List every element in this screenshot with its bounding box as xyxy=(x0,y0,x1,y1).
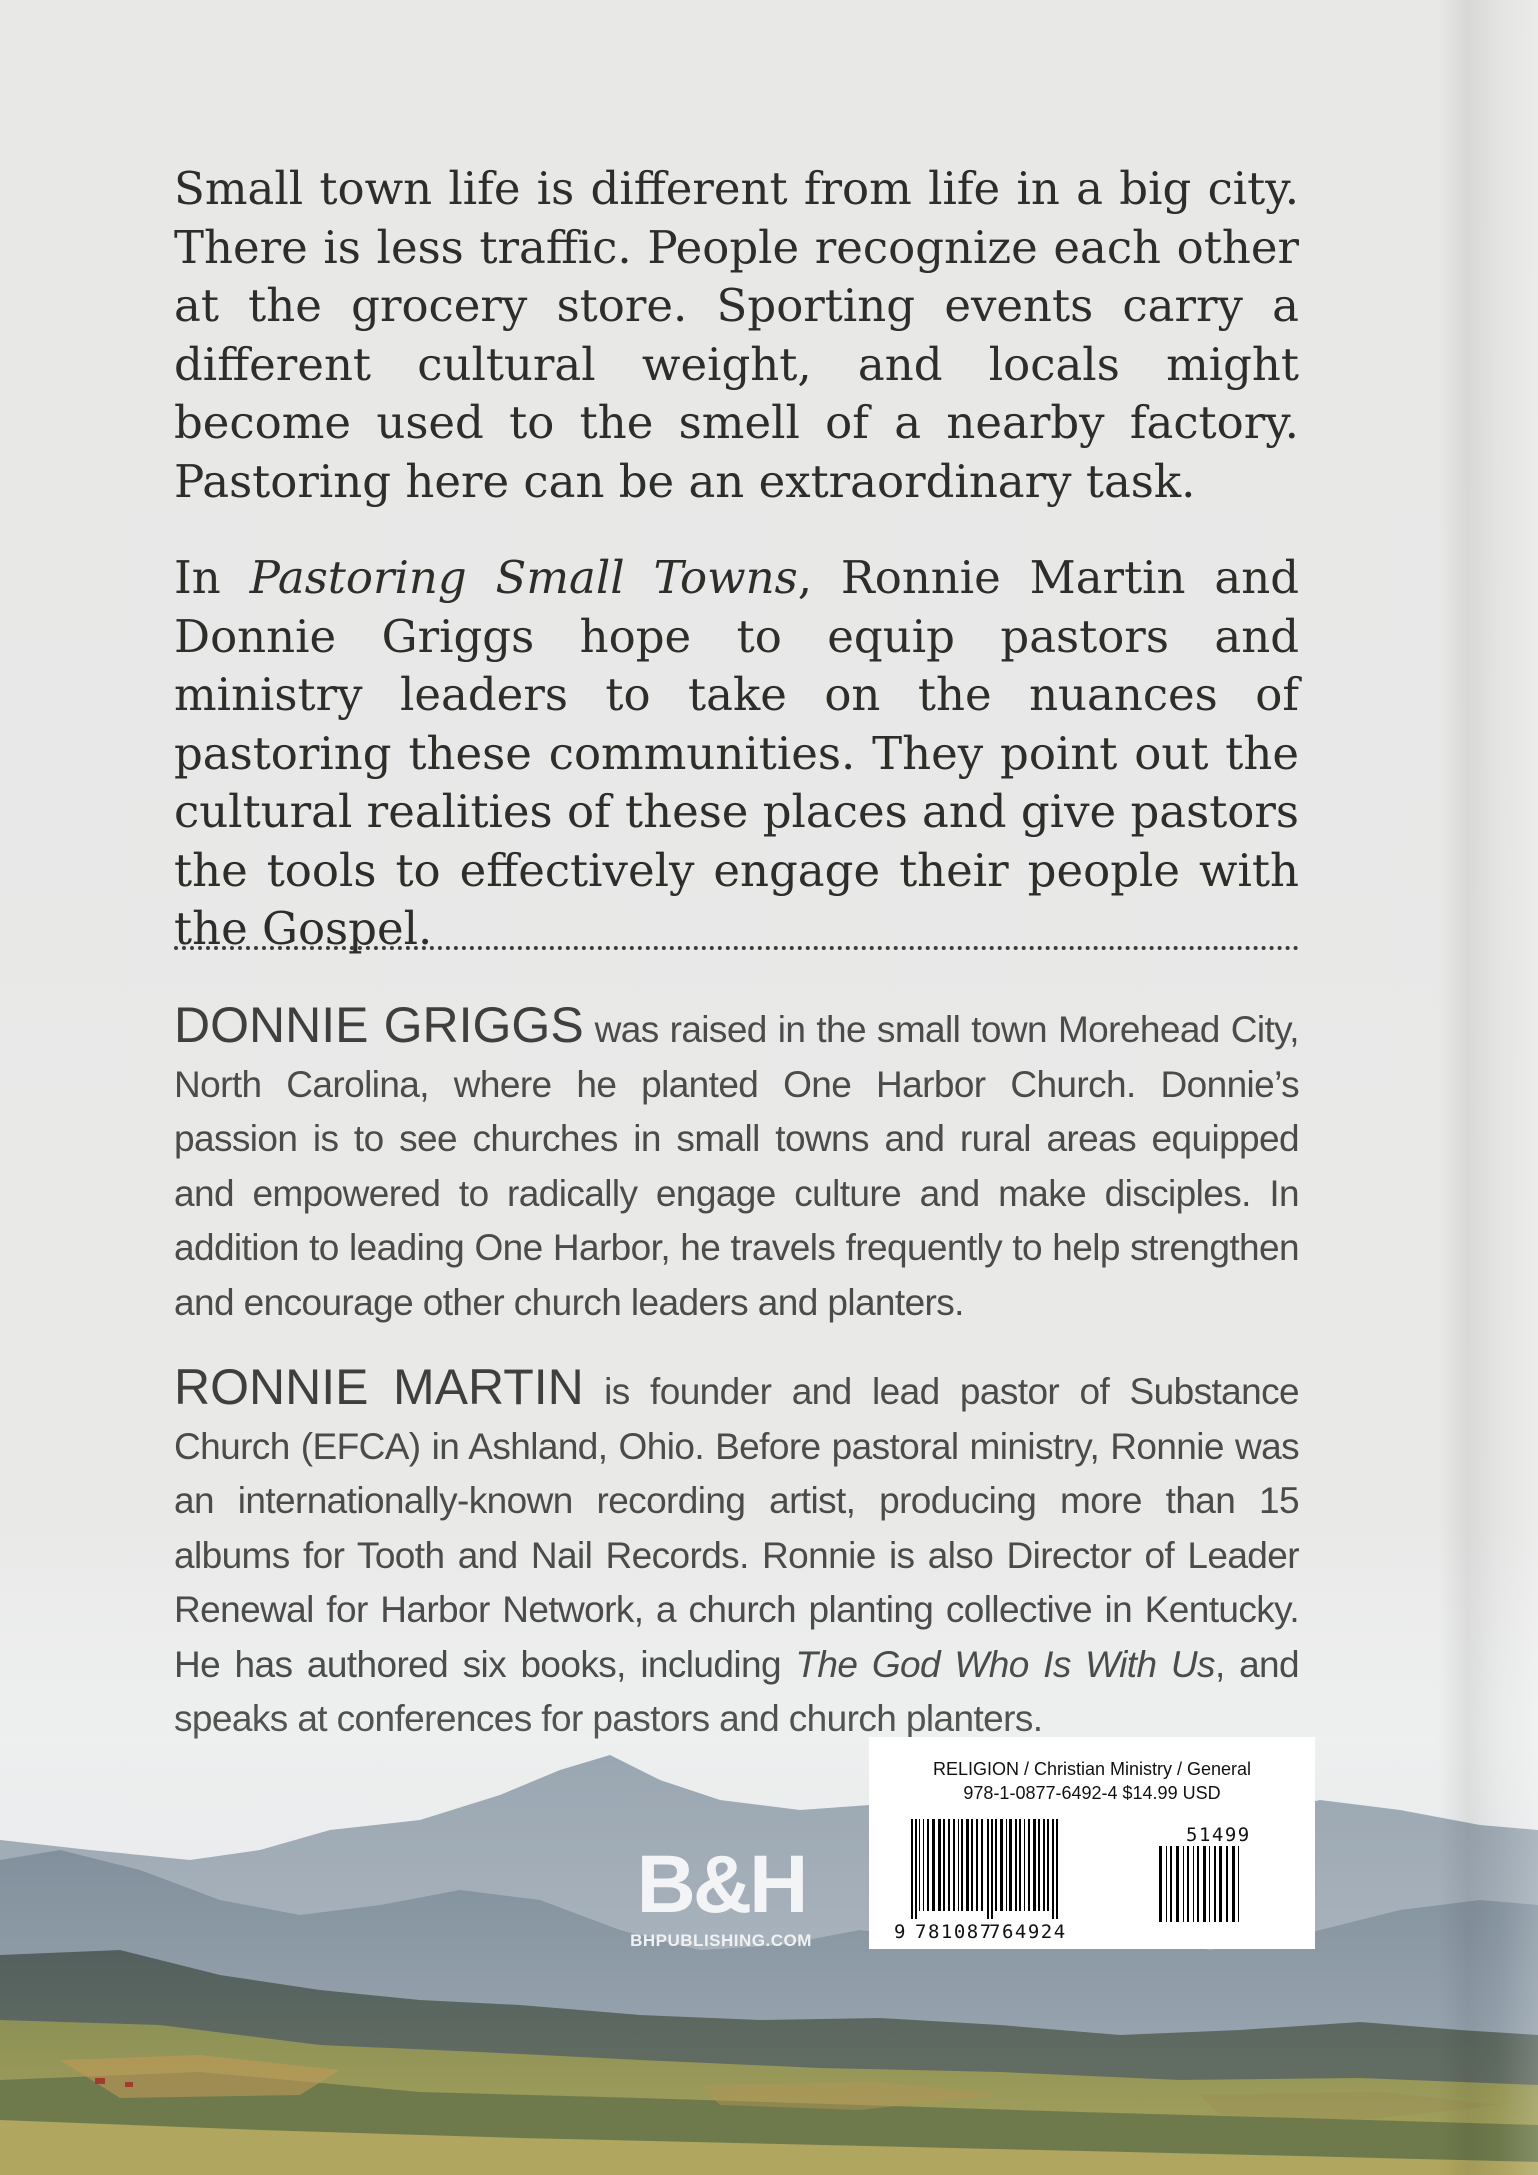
barcode-bar xyxy=(923,1819,924,1911)
barcode-bar xyxy=(1019,1819,1021,1911)
barcode-bar xyxy=(995,1819,997,1911)
barcode-addon-bar xyxy=(1166,1846,1167,1922)
barcode-bar xyxy=(953,1819,955,1911)
barcode-bar xyxy=(1009,1819,1012,1911)
barcode-bar xyxy=(1015,1819,1017,1911)
barcode-addon-bar xyxy=(1214,1846,1216,1922)
barcode-digits-left: 781087 xyxy=(915,1921,993,1943)
barcode-bar xyxy=(1033,1819,1036,1911)
barcode-addon-bar xyxy=(1197,1846,1199,1922)
blurb-rest: , Ronnie Martin and Donnie Griggs hope to equip pastors and ministry leaders to take on the nuances of pastoring these communities. They point out the cultural realities of these places and give pastors the tools to effectively engage their people with the Gospel. xyxy=(174,551,1299,955)
author-bio-text-end: , and xyxy=(1214,1643,1300,1685)
barcode-bar xyxy=(981,1819,983,1911)
barcode-bar xyxy=(1028,1819,1030,1911)
barcode-addon-bar xyxy=(1193,1846,1194,1922)
author-bio-ronnie xyxy=(174,1360,1299,1747)
barcode-bar xyxy=(938,1819,941,1911)
barcode-bar xyxy=(943,1819,945,1911)
barcode-bar xyxy=(919,1819,920,1911)
barcode-bar xyxy=(971,1819,973,1911)
barcode-bar xyxy=(932,1819,935,1911)
barcode-guard-bar xyxy=(991,1819,993,1919)
barcode-bar xyxy=(966,1819,969,1911)
barcode-guard-bar xyxy=(915,1819,917,1919)
barcode-bar xyxy=(958,1819,959,1911)
barcode-bar xyxy=(948,1819,950,1911)
blurb-paragraph-1: Small town life is different from life in a big city. There is less traffic. People recognize each other at the grocery store. Sporting events carry a different cultural weight, and locals might become used to the smell of a nearby factory. Pastoring here can be an extraordinary task. xyxy=(174,162,1299,508)
blurb-paragraph-2 xyxy=(174,549,1299,959)
barcode-isbn-price: 978-1-0877-6492-4 $14.99 USD xyxy=(963,1783,1221,1803)
barcode-bar xyxy=(1024,1819,1025,1911)
author-bio-text: is founder and lead pastor of Substance Church (EFCA) in Ashland, Ohio. Before pastoral ministry, Ronnie was an internationally-known recording artist, producing more than 15 albums for Tooth and Nail Records. Ronnie is also Director of Leader Renewal for Harbor Network, a church planting collective in Kentucky. He has authored six books, including xyxy=(174,1371,1299,1685)
barcode-addon-bar xyxy=(1219,1846,1222,1922)
barcode-bars xyxy=(911,1819,1058,1919)
book-title: Pastoring Small Towns xyxy=(249,551,798,604)
barcode-category: RELIGION / Christian Ministry / General xyxy=(932,1759,1252,1779)
barcode-guard-bar xyxy=(987,1819,989,1919)
publisher-logo xyxy=(610,1839,832,1951)
barcode-addon-bar xyxy=(1159,1846,1162,1922)
barcode-addon-bar xyxy=(1187,1846,1189,1922)
author-bio-text: was raised in the small town Morehead City, North Carolina, where he planted One Harbor Church. Donnie’s passion is to see churches in small towns and rural areas equipped and empowered to radically engage culture and make disciples. In addition to leading One Harbor, he travels frequently to help strengthen and encourage other church leaders and planters. xyxy=(174,1009,1299,1323)
barcode-addon-bar xyxy=(1226,1846,1228,1922)
barcode-bar xyxy=(976,1819,978,1911)
barcode-guard-bar xyxy=(1052,1819,1054,1919)
publisher-url: BHPUBLISHING.COM xyxy=(630,1931,812,1950)
barcode-addon-bar xyxy=(1183,1846,1184,1922)
publisher-logo-mark: B&H xyxy=(636,1839,806,1930)
barcode-bar xyxy=(1000,1819,1003,1911)
barcode-guard-bar xyxy=(911,1819,913,1919)
barcode-digits-right: 764924 xyxy=(989,1921,1067,1943)
author-book-title: The God Who Is With Us xyxy=(795,1643,1215,1685)
barcode-bar xyxy=(927,1819,929,1911)
author-name: RONNIE MARTIN xyxy=(174,1359,584,1415)
barcode-addon-bar xyxy=(1170,1846,1172,1922)
barcode-panel xyxy=(869,1737,1315,1949)
barcode-bar xyxy=(1043,1819,1045,1911)
author-name: DONNIE GRIGGS xyxy=(174,997,584,1053)
barcode-bar xyxy=(1006,1819,1007,1911)
isbn-barcode xyxy=(869,1737,1315,1949)
author-bio-donnie xyxy=(174,998,1299,1330)
barcode-guard-bar xyxy=(1056,1819,1058,1919)
barcode-addon-bar xyxy=(1176,1846,1179,1922)
barcode-bar xyxy=(961,1819,963,1911)
barcode-addon-bar xyxy=(1203,1846,1206,1922)
blurb-prefix: In xyxy=(174,551,250,604)
barcode-addon-digits: 51499 xyxy=(1186,1824,1251,1846)
barcode-addon-bar xyxy=(1238,1846,1239,1922)
barcode-addon-bar xyxy=(1209,1846,1210,1922)
barcode-bar xyxy=(1038,1819,1040,1911)
barcode-bar xyxy=(1047,1819,1049,1911)
dotted-divider xyxy=(174,946,1299,950)
barcode-addon-bar xyxy=(1232,1846,1235,1922)
barcode-digit-lead: 9 xyxy=(894,1921,906,1943)
barcode-addon-bars xyxy=(1159,1846,1239,1922)
